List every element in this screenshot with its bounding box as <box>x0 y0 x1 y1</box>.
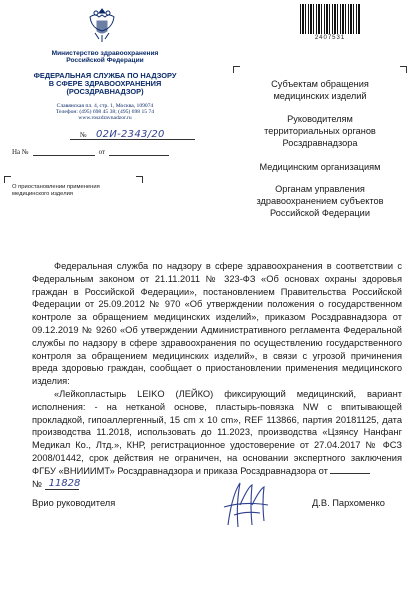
recipient-corner <box>233 66 240 73</box>
barcode-number: 2407531 <box>314 35 346 41</box>
recipient-block <box>240 162 400 174</box>
recipient-corner <box>400 66 407 73</box>
body-paragraph-1: Федеральная служба по надзору в сфере здравоохранения в соответствии с Федеральным законом от 21.11.2011 № 323-ФЗ «Об основах охраны здоровья граждан в Российской Федерации», постановлением Правительства Российской Федерации от 25.09.2012 № 970 «Об утверждении положения о государственном контроле за обращением медицинских изделий», приказом Росздравнадзора от 09.12.2019 № 9260 «Об утверждении Административного регламента Федеральной службы по надзору в сфере здравоохранения по осуществлению государственного контроля за обращением медицинских изделий», в связи с угрозой причинения вреда здоровью граждан, сообщает о приостановлении применения медицинского изделия: <box>32 261 402 387</box>
ot-label: от <box>98 148 106 156</box>
body-paragraph-2 <box>32 388 402 478</box>
signatory-position: Врио руководителя <box>32 498 116 508</box>
recipient-block <box>240 114 400 150</box>
agency-line: ФЕДЕРАЛЬНАЯ СЛУЖБА ПО НАДЗОРУ <box>33 71 177 80</box>
ministry-line: Российской Федерации <box>66 57 144 65</box>
address-line: Славянская пл. 4, стр. 1, Москва, 109074 <box>56 103 154 109</box>
handwritten-order-number: 11828 <box>48 477 81 489</box>
document-subject <box>12 184 132 198</box>
recipient-line: Руководителям <box>287 114 353 124</box>
subject-corner <box>4 176 11 183</box>
address-line: www.roszdravnadzor.ru <box>78 115 132 122</box>
recipient-line: Органам управления <box>275 184 365 194</box>
recipient-line: здравоохранением субъектов <box>256 195 384 206</box>
agency-name <box>10 72 200 96</box>
ot-blank <box>109 147 169 156</box>
letter-body <box>32 260 402 490</box>
device-description: «Лейкопластырь LEIKO (ЛЕЙКО) фиксирующий медицинский, вариант исполнения: - на нетканой основе, пластырь-повязка NW с впитывающей прокладкой, гипоаллергенный, 15 cm x 10 cm», REF 113866, партия 20181125, дата производства 11.2018, использовать до 11.2023, производства «Цзянсу Нанфанг Медикал Ко., Лтд.», КНР, регистрационное удостоверение от 27.04.2017 № ФСЗ 2008/01442, срок действия не ограничен, на основании экспертного заключения ФГБУ «ВНИИИМТ» Росздравнадзора и приказа Росздравнадзора от <box>32 388 402 476</box>
barcode-bars <box>300 4 360 34</box>
ministry-line: Министерство здравоохранения <box>51 50 159 57</box>
recipient-line: Субъектам обращения <box>271 79 369 89</box>
agency-line: (РОСЗДРАВНАДЗОР) <box>66 87 144 97</box>
order-number-blank <box>45 478 79 491</box>
subject-corner <box>136 176 143 183</box>
na-blank <box>33 147 95 156</box>
reply-reference-line <box>12 147 197 156</box>
coat-of-arms-emblem <box>85 5 119 45</box>
order-number-label: № <box>32 478 42 489</box>
recipient-block <box>240 79 400 103</box>
recipient-block <box>240 184 400 220</box>
subject-line: медицинского изделия <box>12 190 73 197</box>
address-line: Телефон: (495) 698 45 38; (495) 698 15 74 <box>55 109 155 116</box>
number-label: № <box>80 131 87 139</box>
recipient-line: территориальных органов <box>264 125 376 136</box>
ministry-name <box>10 50 200 65</box>
signatory-name: Д.В. Пархоменко <box>312 498 385 508</box>
recipient-line: Росздравнадзора <box>282 137 358 148</box>
subject-line: О приостановлении применения <box>12 184 100 190</box>
na-label: На № <box>12 148 29 156</box>
document-barcode <box>300 4 360 44</box>
agency-line: В СФЕРЕ ЗДРАВООХРАНЕНИЯ <box>48 79 162 89</box>
recipient-line: Российской Федерации <box>270 207 370 218</box>
order-date-blank <box>330 473 370 474</box>
agency-address <box>10 103 200 121</box>
recipient-line: Медицинским организациям <box>259 162 381 172</box>
recipient-line: медицинских изделий <box>273 90 367 101</box>
outgoing-number-line <box>70 127 195 140</box>
handwritten-outgoing-number: 02И-2343/20 <box>96 129 165 140</box>
handwritten-signature <box>210 475 280 535</box>
